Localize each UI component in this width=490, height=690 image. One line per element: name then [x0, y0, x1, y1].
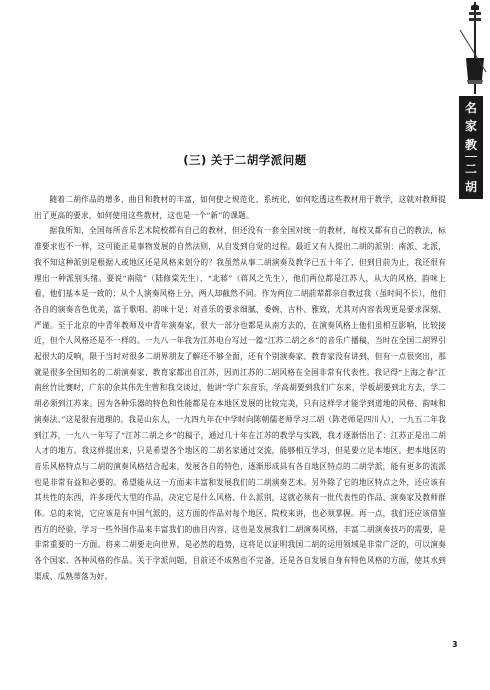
side-tab-char: 家 [464, 119, 477, 134]
section-number: (三) [183, 153, 207, 167]
side-tab [459, 96, 483, 199]
body-text [34, 192, 446, 585]
side-tab-char: 二 [464, 161, 477, 176]
section-title: 关于二胡学派问题 [210, 153, 307, 167]
page-number: 3 [452, 640, 458, 649]
side-tab-char: 名 [464, 100, 477, 115]
erhu-icon [458, 0, 488, 96]
side-tab-char: 教 [464, 137, 477, 152]
paragraph: 随着二胡作品的增多、曲目和教材的丰富，如何使之规范化、系统化，如何吃透这些教材用于教学，这就对教师提出了更高的要求，如何使用这些教材，这也是一个“新”的课题。 [34, 195, 446, 220]
section-heading [0, 152, 490, 168]
paragraph: 据我所知，全国每所音乐艺术院校都有自己的教材，但还没有一套全国对统一的教材，每校又都有自己的教法，标准要求也不一样，这可能正是事物发展的自然法则，从自发到自觉的过程。最近又有人提出二胡的派别：南派、北派，我不知这种派别是根据人或地区还是风格来划分的？我虽然从事二胡演奏及教学已五十年了，但到目前为止，我还很有理出一种派别头绪。要说“南陆”（陆修棠先生）、“北蒋”（蒋风之先生），他们两位都是江苏人，从大的风格、韵味上看，他们基本是一致的；从个人演奏风格上分，两人却截然不同。作为两位二胡前辈都亲自教过我（虽时间不长），他们各自的演奏音色优美，富于歌唱、韵味十足；对音乐的要求细腻、委婉、古朴、雅致，尤其对内容表现更是要求深刻、严谨。至于北京的中青年教师及中青年演奏家，很大一部分也都是从南方去的，在演奏风格上他们虽相互影响，比较接近，但个人风格还是不一样的。一九八一年我为江苏电台写过一篇“江苏二胡之乡”的音乐广播稿，当时在全国二胡界引起很大的反响，限于当时对很多二胡界朋友了解还不够全面，还有个别演奏家、教育家没有讲到，但有一点很突出，那就是很多全国知名的二胡演奏家、教育家都出自江苏，因而江苏的二胡风格在全国非常有代表性。我记得“上海之春”江南丝竹比赛时，广东的余其伟先生曾和我交谈过，他讲“学广东音乐，学高胡要到我们广东来，学板胡要到北方去，学二胡必须到江苏来。因为各种乐器的特色和性能都是在本地区发展的比较完美，只有这样学才能学到道地的风格、韵味和演奏法。”这是很有道理的。我是山东人，一九四九年在中学时向陈朝儒老师学习二胡（陈老师是四川人），一九五二年我到江苏，一九八一年写了“江苏二胡之乡”的稿子，通过几十年在江苏的教学与实践，我才逐渐悟出了：江苏正是出二胡人才的地方。我这样提出来，只是希望各个地区的二胡名家通过交流，能够相互学习，但是要立足本地区。把本地区的音乐风格特点与二胡的演奏风格结合起来，发展各自的特色，逐渐形成具有各自地区特点的二胡学派，能有更多的流派也是非常有益和必要的。希望能从这一方面来丰富和发展我们的二胡演奏艺术。另外除了它的地区特点之外，还应该有其共性的东西，许多现代大型的作品，决定它是什么风格、什么派别，这就必须有一批代表性的作品、演奏家及教师群体。总的来说，它应该是有中国气派的，这方面的作品对每个地区、院校来讲，也必须掌握。再一点，我们还应该借鉴西方的经验，学习一些外国作品来丰富我们的曲目内容，这也是发展我们二胡演奏风格，丰富二胡演奏技巧的需要，是非常重要的一方面。将来二胡要走向世界，是必然的趋势，这将足以证明我国二胡的运用领域是非常广泛的，可以演奏各个国家、各种风格的作品。关于学派问题，目前还不成熟也不完备，还是各自发展自身有特色风格的方面，使其水到渠成、瓜熟蒂落为好。 [34, 226, 446, 581]
side-tab-char: 胡 [464, 180, 477, 195]
